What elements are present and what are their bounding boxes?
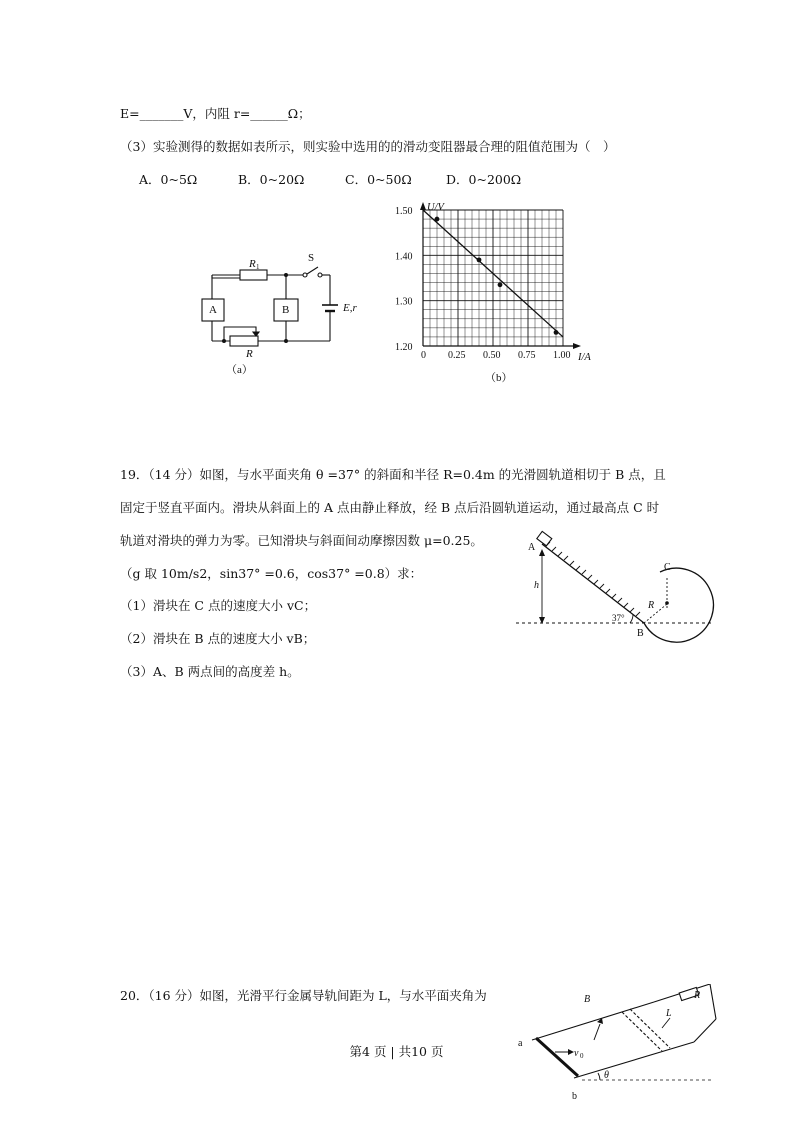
velocity-sub: 0 [580, 1052, 584, 1060]
q19-sub-3: （3）A、B 两点间的高度差 h。 [120, 664, 300, 679]
x-axis-label: I/A [578, 352, 591, 363]
height-h-label: h [534, 580, 539, 591]
q18-option-b: B．0~20Ω [238, 172, 305, 187]
q18-option-d: D．0~200Ω [446, 172, 522, 187]
data-point [554, 330, 559, 335]
y-axis-label: U/V [427, 202, 444, 213]
point-b-label: B [637, 628, 644, 639]
y-tick-label: 1.40 [395, 251, 413, 263]
spacing-l-label: L [666, 1008, 672, 1019]
caption-a: （a） [226, 364, 253, 376]
q19-sub-2: （2）滑块在 B 点的速度大小 vB； [120, 631, 316, 646]
q18-option-c: C．0~50Ω [345, 172, 412, 187]
q19-line-3: 轨道对滑块的弹力为零。已知滑块与斜面间动摩擦因数 μ=0.25。 [120, 533, 483, 548]
q19-line-4: （g 取 10m/s2，sin37° =0.6，cos37° =0.8）求： [120, 566, 423, 581]
label-rheostat: R [246, 348, 253, 360]
q20-line-1: 20．（16 分）如图，光滑平行金属导轨间距为 L，与水平面夹角为 [120, 988, 487, 1003]
x-tick-label: 0.75 [518, 350, 536, 361]
rod-end-a-label: a [518, 1038, 523, 1049]
x-tick-label: 0.25 [448, 350, 466, 361]
data-point [498, 282, 503, 287]
page-footer: 第4 页 | 共10 页 [349, 1044, 444, 1059]
x-tick-label: 0 [421, 350, 426, 361]
data-point [435, 217, 440, 222]
point-a-label: A [528, 542, 536, 553]
circuit-diagram-a [190, 245, 370, 380]
x-tick-label: 0.50 [483, 350, 501, 361]
rod-end-b-label: b [572, 1091, 577, 1102]
label-switch: S [308, 252, 315, 264]
label-meter-b: B [282, 304, 290, 316]
q19-line-2: 固定于竖直平面内。滑块从斜面上的 A 点由静止释放，经 B 点后沿圆轨道运动，通过最高点 C 时 [120, 500, 660, 515]
y-tick-label: 1.50 [395, 206, 413, 217]
y-tick-label: 1.30 [395, 296, 413, 308]
label-r1: R [249, 258, 256, 270]
angle-label: 37° [612, 613, 625, 623]
caption-b: （b） [485, 372, 513, 384]
incline-loop-figure [512, 528, 722, 643]
q19-line-1: 19．（14 分）如图，与水平面夹角 θ =37° 的斜面和半径 R=0.4m 的光滑圆轨道相切于 B 点，且 [120, 467, 666, 482]
field-b-label: B [584, 994, 591, 1005]
label-emf: E,r [343, 302, 357, 314]
data-point [477, 257, 482, 262]
point-c-label: C [664, 562, 671, 573]
ui-graph-b [385, 198, 605, 388]
angle-theta-label: θ [604, 1070, 609, 1081]
x-tick-label: 1.00 [553, 350, 571, 361]
velocity-label: v [574, 1048, 579, 1059]
q19-sub-1: （1）滑块在 C 点的速度大小 vC； [120, 598, 317, 613]
radius-r-label: R [648, 600, 655, 611]
q18-part3-question: （3）实验测得的数据如表所示，则实验中选用的的滑动变阻器最合理的阻值范围为（ ） [120, 139, 616, 154]
q18-option-a: A．0~5Ω [139, 172, 198, 187]
resistor-r-label: R [694, 990, 701, 1001]
label-r1-sub: 1 [256, 263, 260, 271]
label-meter-a: A [209, 304, 217, 316]
y-tick-label: 1.20 [395, 342, 413, 353]
q18-answer-blanks: E=_______V，内阻 r=______Ω； [120, 106, 311, 121]
